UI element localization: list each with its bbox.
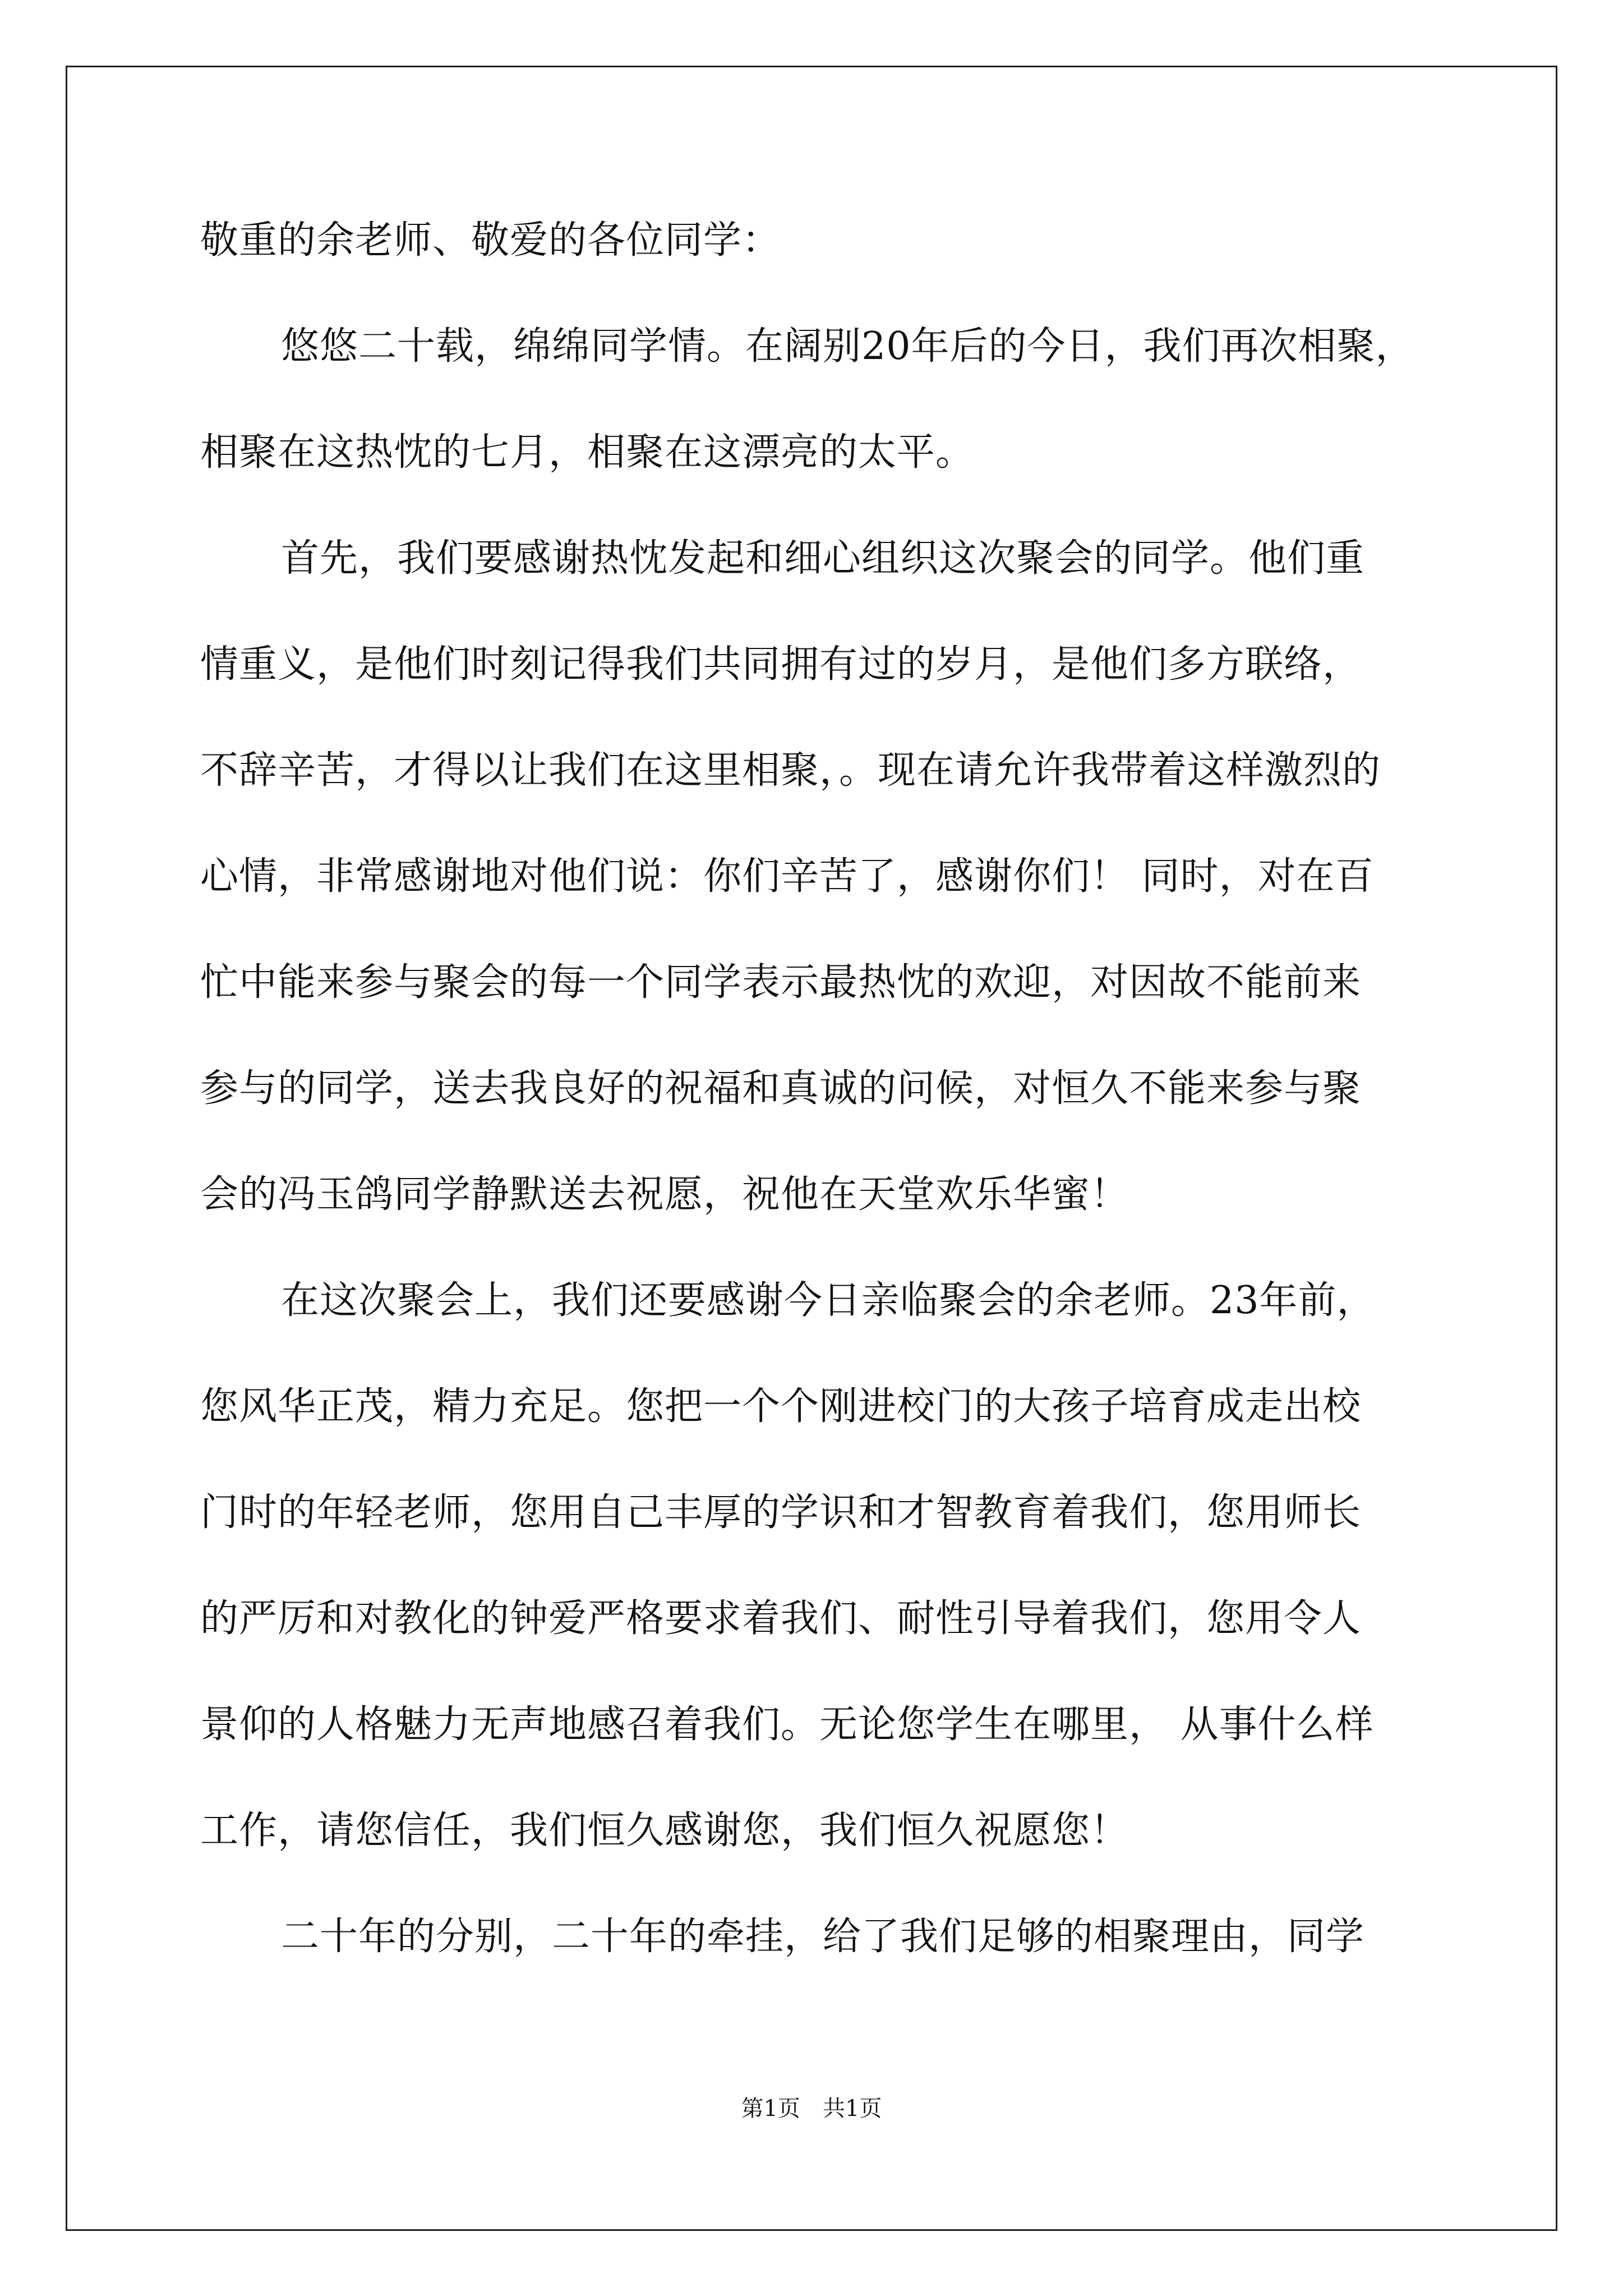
paragraph-line: 在这次聚会上，我们还要感谢今日亲临聚会的余老师。23年前，: [281, 1278, 1376, 1323]
page-footer: 第1页 共1页: [741, 2096, 882, 2122]
paragraph-line: 情重义，是他们时刻记得我们共同拥有过的岁月，是他们多方联络，: [200, 642, 1362, 687]
paragraph-line: 不辞辛苦，才得以让我们在这里相聚，。现在请允许我带着这样激烈的: [200, 748, 1381, 793]
paragraph-line: 悠悠二十载，绵绵同学情。在阔别20年后的今日，我们再次相聚，: [281, 324, 1414, 369]
paragraph-line: 会的冯玉鸽同学静默送去祝愿，祝他在天堂欢乐华蜜！: [200, 1172, 1129, 1217]
paragraph-line: 您风华正茂，精力充足。您把一个个刚进校门的大孩子培育成走出校: [200, 1384, 1362, 1429]
paragraph-line: 景仰的人格魅力无声地感召着我们。无论您学生在哪里， 从事什么样: [200, 1703, 1374, 1747]
paragraph-line: 相聚在这热忱的七月，相聚在这漂亮的太平。: [200, 430, 975, 475]
paragraph-line: 忙中能来参与聚会的每一个同学表示最热忱的欢迎，对因故不能前来: [200, 960, 1362, 1005]
page-border: [66, 66, 1557, 2231]
paragraph-line: 心情，非常感谢地对他们说：你们辛苦了，感谢你们！ 同时，对在百: [200, 854, 1374, 899]
salutation-line: 敬重的余老师、敬爱的各位同学：: [200, 218, 781, 263]
paragraph-line: 二十年的分别，二十年的牵挂，给了我们足够的相聚理由，同学: [281, 1915, 1365, 1959]
paragraph-line: 参与的同学，送去我良好的祝福和真诚的问候，对恒久不能来参与聚: [200, 1066, 1362, 1111]
paragraph-line: 的严厉和对教化的钟爱严格要求着我们、耐性引导着我们，您用令人: [200, 1596, 1362, 1641]
paragraph-line: 门时的年轻老师，您用自己丰厚的学识和才智教育着我们，您用师长: [200, 1490, 1362, 1535]
paragraph-line: 首先，我们要感谢热忱发起和细心组织这次聚会的同学。他们重: [281, 536, 1365, 581]
paragraph-line: 工作，请您信任，我们恒久感谢您，我们恒久祝愿您！: [200, 1809, 1129, 1853]
